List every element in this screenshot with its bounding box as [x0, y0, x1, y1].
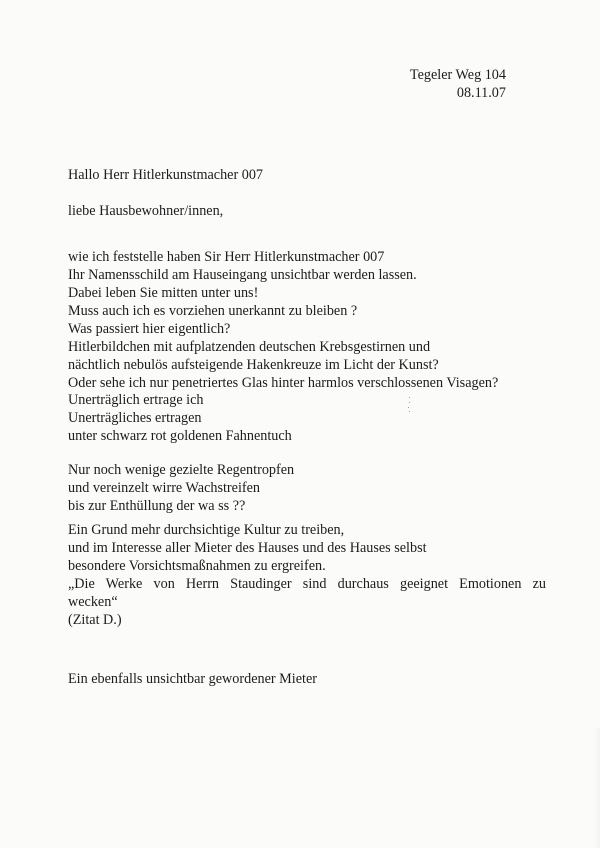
paragraph-line: Unerträgliches ertragen: [68, 410, 202, 426]
paragraph-line: Was passiert hier eigentlich?: [68, 321, 231, 337]
paragraph-line: Ein Grund mehr durchsichtige Kultur zu treiben,: [68, 522, 345, 538]
quote-citation: (Zitat D.): [68, 612, 122, 628]
paragraph-4: [68, 521, 548, 629]
paragraph-line: Nur noch wenige gezielte Regentropfen: [68, 462, 295, 478]
paragraph-1: [68, 248, 548, 392]
paragraph-line: nächtlich nebulös aufsteigende Hakenkreuze im Licht der Kunst?: [68, 357, 439, 373]
paragraph-line: Ihr Namensschild am Hauseingang unsichtbar werden lassen.: [68, 267, 417, 283]
sender-address-block: [410, 66, 506, 102]
letter-date: 08.11.07: [456, 85, 506, 101]
paragraph-line: und im Interesse aller Mieter des Hauses und des Hauses selbst: [68, 540, 427, 556]
paragraph-3: [68, 461, 548, 515]
sender-street: Tegeler Weg 104: [409, 67, 506, 83]
paragraph-line: besondere Vorsichtsmaßnahmen zu ergreifen.: [68, 558, 326, 574]
quote-line: „Die Werke von Herrn Staudinger sind durchaus geeignet Emotionen zu: [68, 576, 546, 592]
paragraph-line: bis zur Enthüllung der wa ss ??: [68, 498, 246, 514]
paragraph-line: Dabei leben Sie mitten unter uns!: [68, 285, 259, 301]
paragraph-line: und vereinzelt wirre Wachstreifen: [68, 480, 261, 496]
quote-line-end: wecken“: [68, 594, 118, 610]
paragraph-line: Unerträglich ertrage ich: [68, 392, 204, 408]
paragraph-line: wie ich feststelle haben Sir Herr Hitlerkunstmacher 007: [68, 249, 385, 265]
paragraph-line: Muss auch ich es vorziehen unerkannt zu bleiben ?: [68, 303, 358, 319]
signature-line: Ein ebenfalls unsichtbar gewordener Mieter: [68, 671, 317, 687]
salutation-line: liebe Hausbewohner/innen,: [68, 203, 224, 219]
paragraph-2: [68, 391, 548, 445]
paragraph-line: Hitlerbildchen mit aufplatzenden deutschen Krebsgestirnen und: [68, 339, 431, 355]
greeting-line: Hallo Herr Hitlerkunstmacher 007: [68, 167, 264, 183]
scan-edge-shadow: [594, 728, 600, 848]
paragraph-line: Oder sehe ich nur penetriertes Glas hinter harmlos verschlossenen Visagen?: [68, 375, 499, 391]
paragraph-line: unter schwarz rot goldenen Fahnentuch: [68, 428, 292, 444]
